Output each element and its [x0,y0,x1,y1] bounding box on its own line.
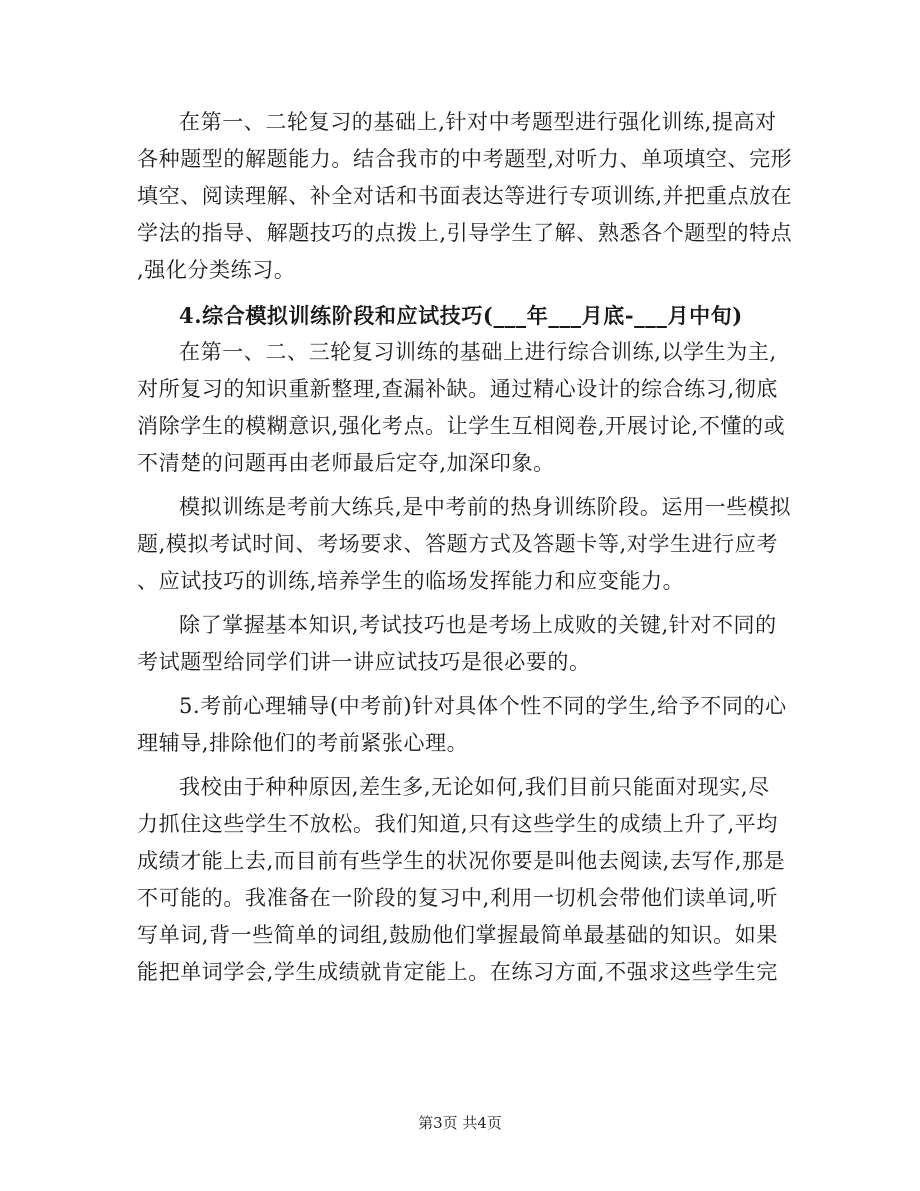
text-line: 除了掌握基本知识,考试技巧也是考场上成败的关键,针对不同的 [179,613,777,637]
text-line: 考试题型给同学们讲一讲应试技巧是很必要的。 [137,650,591,674]
text-line: 对所复习的知识重新整理,查漏补缺。通过精心设计的综合练习,彻底 [137,377,778,401]
page-number-footer: 第3页 共4页 [418,1114,502,1132]
paragraph-mock-training [137,489,792,600]
text-line: 5.考前心理辅导(中考前)针对具体个性不同的学生,给予不同的心 [179,694,787,718]
text-line: 在第一、二、三轮复习训练的基础上进行综合训练,以学生为主, [179,340,777,364]
text-line: 理辅导,排除他们的考前紧张心理。 [137,731,469,755]
text-line: 学法的指导、解题技巧的点拨上,引导学生了解、熟悉各个题型的特点 [137,221,793,245]
paragraph-exam-skills [137,607,777,681]
text-line: 不可能的。我准备在一阶段的复习中,利用一切机会带他们读单词,听 [137,886,778,910]
text-line: 能把单词学会,学生成绩就肯定能上。在练习方面,不强求这些学生完 [137,960,778,984]
paragraph-comprehensive-training [137,334,786,482]
text-line: ,强化分类练习。 [137,258,296,282]
heading-text: 4.综合模拟训练阶段和应试技巧(___年___月底-___月中旬) [179,303,743,328]
text-line: 消除学生的模糊意识,强化考点。让学生互相阅卷,开展讨论,不懂的或 [137,414,786,438]
text-line: 、应试技巧的训练,培养学生的临场发挥能力和应变能力。 [137,569,685,593]
paragraph-psychological-counseling [137,688,787,762]
paragraph-weak-students [137,769,786,991]
text-line: 在第一、二轮复习的基础上,针对中考题型进行强化训练,提高对 [179,110,777,134]
text-line: 写单词,背一些简单的词组,鼓励他们掌握最简单最基础的知识。如果 [137,923,778,947]
text-line: 题,模拟考试时间、考场要求、答题方式及答题卡等,对学生进行应考 [137,532,778,556]
document-body [137,104,793,991]
text-line: 模拟训练是考前大练兵,是中考前的热身训练阶段。运用一些模拟 [179,495,792,519]
text-line: 填空、阅读理解、补全对话和书面表达等进行专项训练,并把重点放在 [137,184,793,208]
section-heading-4 [137,297,777,334]
text-line: 各种题型的解题能力。结合我市的中考题型,对听力、单项填空、完形 [137,147,793,171]
text-line: 力抓住这些学生不放松。我们知道,只有这些学生的成绩上升了,平均 [137,812,778,836]
text-line: 不清楚的问题再由老师最后定夺,加深印象。 [137,451,555,475]
text-line: 成绩才能上去,而目前有些学生的状况你要是叫他去阅读,去写作,那是 [137,849,786,873]
text-line: 我校由于种种原因,差生多,无论如何,我们目前只能面对现实,尽 [179,775,770,799]
paragraph-intensive-training [137,104,793,289]
